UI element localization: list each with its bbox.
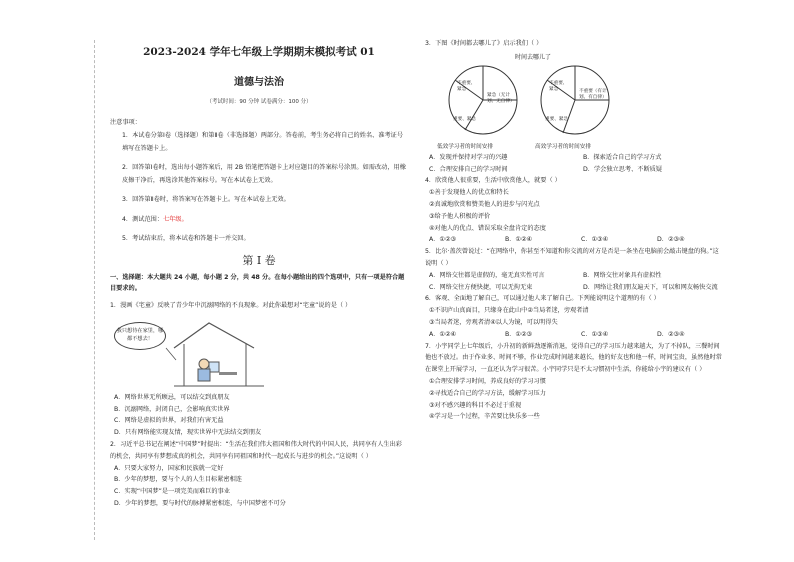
pie-right-label-1: 不重要、紧急 bbox=[549, 80, 568, 92]
q4-option-a: A．①②③ bbox=[429, 236, 457, 244]
q1-option-c: C．网络是虚拟的世界，对我们有害无益 bbox=[114, 417, 224, 425]
q6-item-2: ③当局者迷，旁观者清④以人为镜，可以明得失 bbox=[429, 318, 558, 326]
note-2: 2．回答第Ⅰ卷时，选出每小题答案后，用 2B 铅笔把答题卡上对应题目的答案标号涂黑。如需改动，用橡皮擦干净后，再选涂其他答案标号。写在本试卷上无效。 bbox=[122, 164, 406, 184]
q6-options-row bbox=[425, 329, 723, 341]
exam-title: 2023-2024 学年七年级上学期期末模拟考试 01 bbox=[143, 46, 375, 58]
exam-subject: 道德与法治 bbox=[234, 77, 284, 88]
q6-stem: 6．客观、全面地了解自己，可以通过他人来了解自己。下列能说明这个道理的有（ ） bbox=[425, 295, 660, 303]
pie-right-caption: 高效学习者的时间安排 bbox=[535, 143, 591, 150]
speech-bubble: 我只想待在家里，哪都不想去！ bbox=[114, 322, 166, 350]
q1-option-a: A．网络世界无所顾忌，可以结交到真朋友 bbox=[114, 393, 230, 401]
pie-left-caption: 低效学习者的时间安排 bbox=[437, 143, 493, 150]
q5-option-b: B．网络交往对象具有虚拟性 bbox=[583, 271, 662, 279]
note-5: 5．考试结束后，将本试卷和答题卡一并交回。 bbox=[122, 235, 250, 242]
scope-value: 七年级。 bbox=[163, 215, 188, 223]
binding-line bbox=[94, 40, 95, 540]
q4-option-b: B．①②④ bbox=[505, 236, 533, 244]
q7-item-4: ④学习是一个过程，辛苦要比快乐多一些 bbox=[429, 413, 540, 421]
q4-item-3: ③给予他人积极的评价 bbox=[429, 212, 491, 220]
q3-option-c: C．合理安排自己的学习时间 bbox=[429, 165, 508, 173]
note-4-label: 4．测试范围： bbox=[122, 215, 164, 223]
time-pie-charts bbox=[425, 52, 723, 152]
q1-stem: 1．漫画《宅童》反映了青少年中沉溺网络的不良现象。对此你最想对“宅童”说的是（ ） bbox=[110, 302, 352, 310]
cartoon-image bbox=[114, 318, 304, 388]
note-3: 3．回答第Ⅱ卷时，将答案写在答题卡上。写在本试卷上无效。 bbox=[122, 196, 290, 203]
q5-option-d: D．网络让我们朋友遍天下，可以和网友畅快交流 bbox=[583, 283, 718, 291]
q6-option-a: A．①②④ bbox=[429, 330, 457, 338]
q4-item-2: ②真诚地欣赏和赞美他人的进步与闪光点 bbox=[429, 200, 540, 208]
q5-option-a: A．网络交往都是虚假的，毫无真实性可言 bbox=[429, 271, 545, 279]
q4-item-4: ④对他人的优点、错误采取全盘肯定的态度 bbox=[429, 224, 546, 232]
pie-drawings bbox=[425, 60, 723, 146]
q3-option-a: A．发现并保持对学习的兴趣 bbox=[429, 153, 508, 161]
right-column bbox=[425, 38, 723, 423]
q2-option-d: D．少年的梦想，要与时代的脉搏紧密相连，与中国梦密不可分 bbox=[114, 500, 286, 508]
q3-stem: 3．下图《时间都去哪儿了》启示我们（ ） bbox=[425, 40, 543, 47]
q6-option-b: B．①②③ bbox=[505, 330, 533, 338]
q6-option-d: D．②③④ bbox=[657, 330, 685, 338]
section-title: 第 Ⅰ 卷 bbox=[242, 253, 276, 267]
q4-option-d: D．②③④ bbox=[657, 236, 685, 244]
q4-option-c: C．①③④ bbox=[581, 236, 609, 244]
q4-stem: 4．欣赏他人很重要，生活中欣赏他人，就要（ ） bbox=[425, 177, 561, 185]
q7-item-2: ②寻找适合自己的学习方法，缓解学习压力 bbox=[429, 389, 546, 397]
q2-option-b: B．少年的梦想，要与个人的人生目标紧密相连 bbox=[114, 476, 242, 484]
left-column bbox=[110, 30, 408, 510]
note-1: 1．本试卷分第Ⅰ卷（选择题）和第Ⅱ卷（非选择题）两部分。答卷前，考生务必将自己的姓名、准考证号填写在答题卡上。 bbox=[122, 132, 404, 152]
pie-left-label-2: 紧急（无计划、无自律） bbox=[487, 92, 515, 104]
house-drawing bbox=[114, 318, 304, 388]
q7-stem: 7．小宇同学上七年级后，小升初的新鲜劲逐渐消退，觉得自己的学习压力越来越大，为了不掉队，三餐时间他也不放过。由于作业多、时间不够，作业完成时间越来越长，他的好友也和他一样，时间宝贵，虽然他时常在课堂上开展学习，一直还认为学习很苦。小宇同学只是不太习惯初中生活，你能给小宇的建议有（ ） bbox=[425, 342, 722, 374]
exam-meta: （考试时间：90 分钟 试卷满分：100 分） bbox=[206, 99, 312, 105]
q3-options-row-2 bbox=[425, 164, 723, 176]
q7-item-1: ①合理安排学习时间，养成良好的学习习惯 bbox=[429, 377, 546, 385]
q1-option-b: B．沉溺网络，封闭自己，会影响真实世界 bbox=[114, 405, 230, 413]
pie-left-label-1: 不重要、紧急 bbox=[457, 80, 476, 92]
q2-option-a: A．只要大家努力，国家和民族就一定好 bbox=[114, 464, 224, 472]
q4-item-1: ①善于发现他人的优点和特长 bbox=[429, 189, 509, 197]
note-4 bbox=[110, 214, 408, 227]
q3-options-row-1 bbox=[425, 152, 723, 164]
q6-item-1: ①不识庐山真面目，只缘身在此山中②当局者迷，旁观者清 bbox=[429, 307, 589, 315]
q6-option-c: C．①③④ bbox=[581, 330, 609, 338]
q4-options-row bbox=[425, 234, 723, 246]
q5-options-row-2 bbox=[425, 282, 723, 294]
q3-option-b: B．探索适合自己的学习方式 bbox=[583, 153, 662, 161]
q5-options-row-1 bbox=[425, 270, 723, 282]
section-instruction: 一、选择题：本大题共 24 小题，每小题 2 分，共 48 分。在每小题给出的四个选项中，只有一项是符合题目要求的。 bbox=[110, 273, 405, 293]
q3-option-d: D．学会独立思考、不断质疑 bbox=[583, 165, 663, 173]
q2-stem: 2．习近平总书记在阐述“中国梦”时提出：“生活在我们伟大祖国和伟大时代的中国人民，共同享有人生出彩的机会，共同享有梦想成真的机会，共同享有同祖国和时代一起成长与进步的机会。”这说明（ ） bbox=[110, 441, 402, 460]
q1-option-d: D．只有网络能实现友情，现实世界中无法结交到朋友 bbox=[114, 429, 262, 437]
q7-item-3: ③对不感兴趣的科目不必过于重视 bbox=[429, 401, 522, 409]
notes-heading: 注意事项： bbox=[110, 119, 141, 126]
q5-stem: 5．比尔·盖茨曾说过：“在网络中，你甚至不知道和你交流的对方是否是一条坐在电脑前会敲击键盘的狗。”这说明（ ） bbox=[425, 248, 719, 267]
pie-right-label-2: 不重要（有计划、有自律） bbox=[579, 88, 607, 100]
pie-chart-title: 时间去哪儿了 bbox=[515, 53, 552, 61]
q5-option-c: C．网络交往方便快捷，可以无拘无束 bbox=[429, 283, 533, 291]
q2-option-c: C．实现“中国梦”是一项完美而难巨的事业 bbox=[114, 488, 230, 496]
pie-right-label-3: 重要、紧急 bbox=[545, 116, 568, 122]
pie-left-label-3: 重要、紧急 bbox=[453, 116, 476, 122]
